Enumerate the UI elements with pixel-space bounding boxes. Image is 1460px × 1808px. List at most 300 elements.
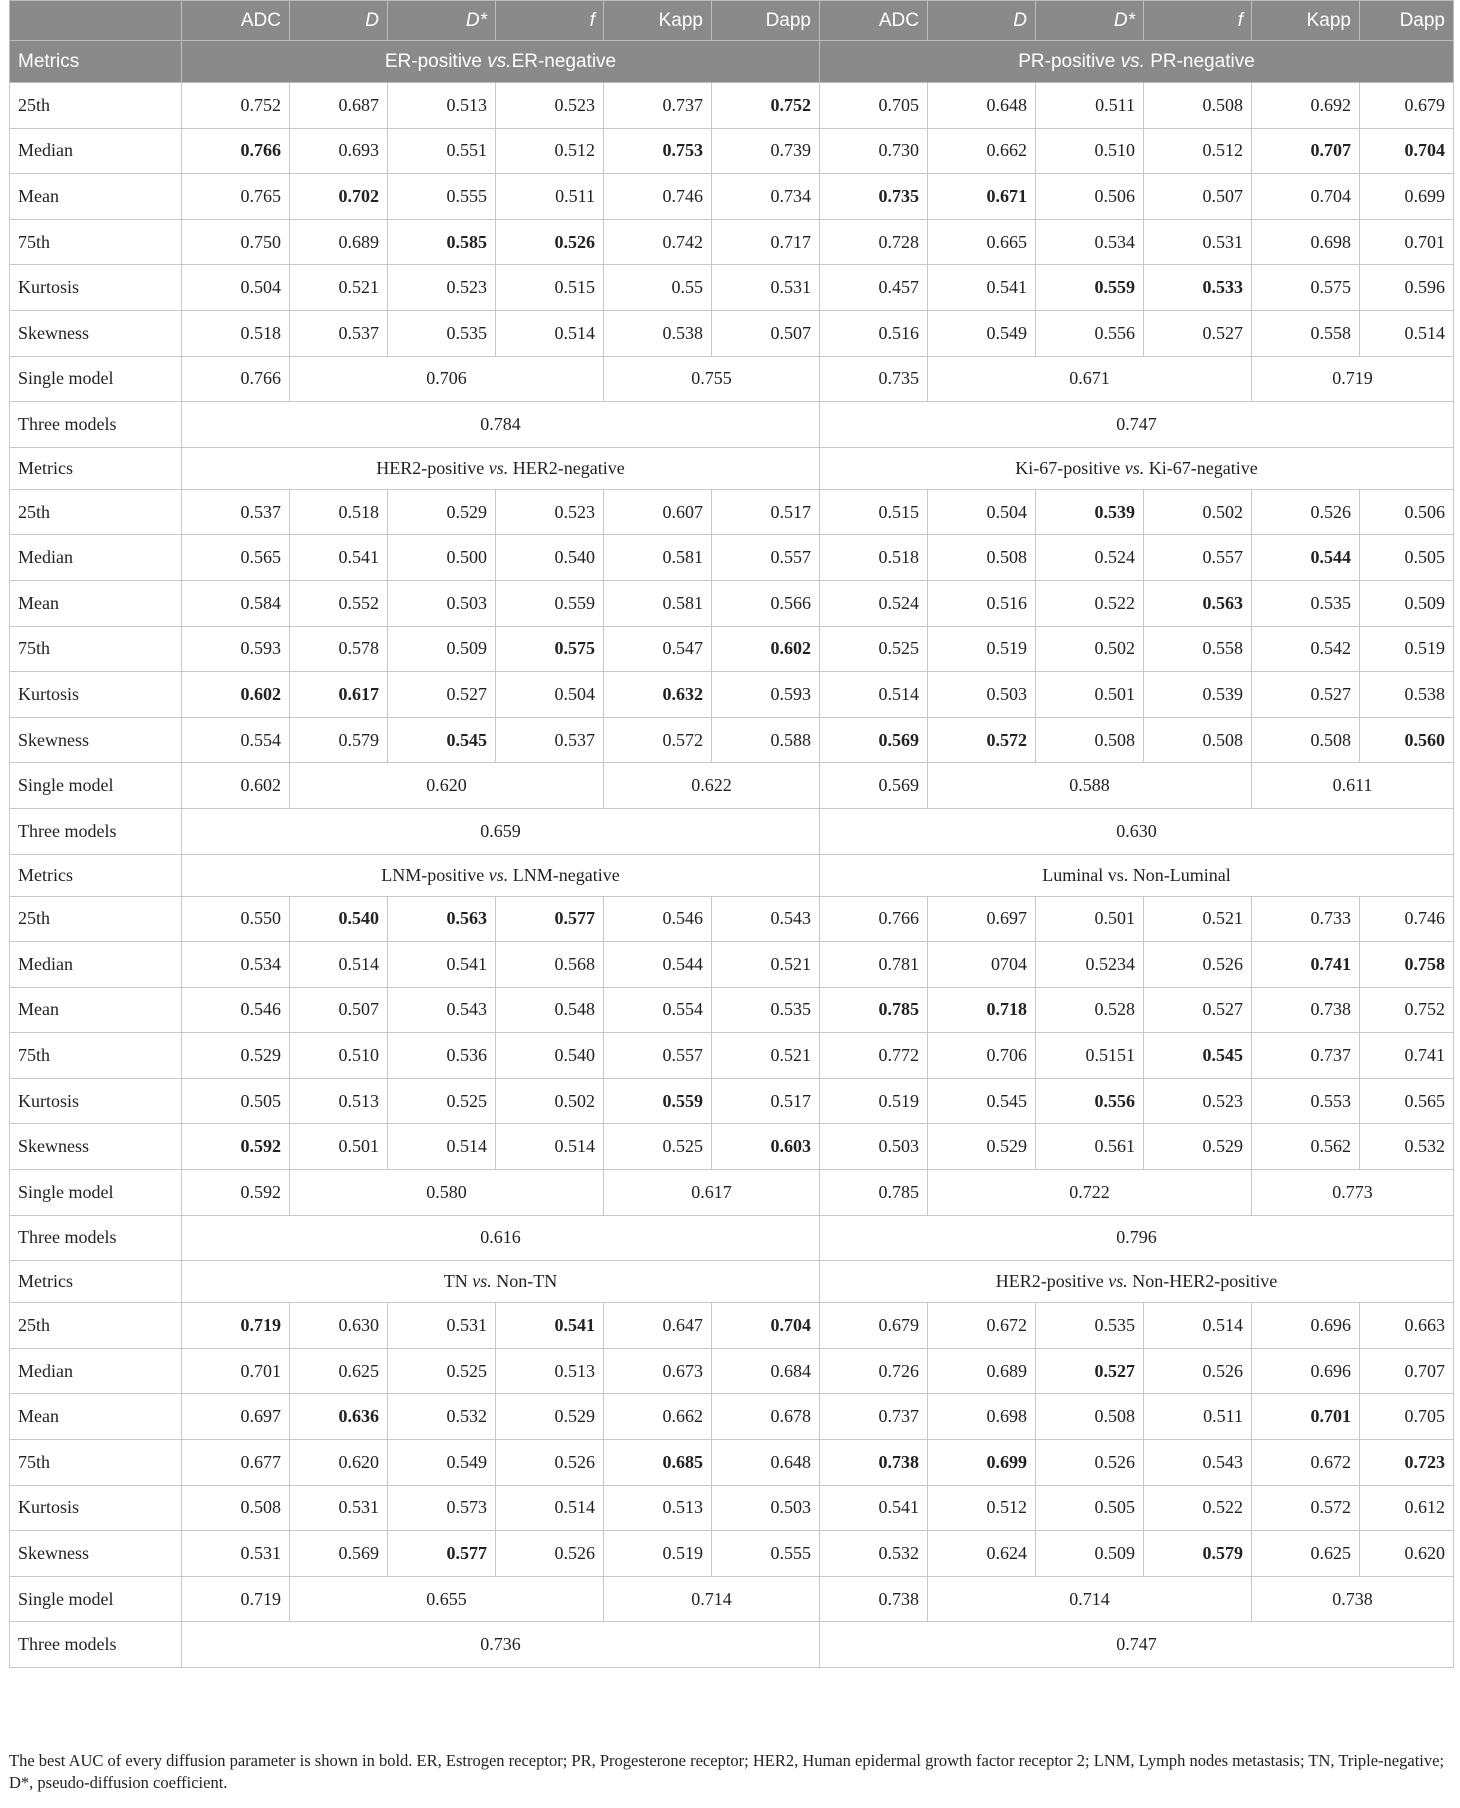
auc-value: 0.697: [928, 896, 1036, 942]
column-header: ADC: [820, 1, 928, 41]
auc-value: 0.547: [604, 626, 712, 672]
metrics-row: [10, 41, 1454, 83]
auc-value: 0.509: [388, 626, 496, 672]
table-row: [10, 489, 1454, 535]
auc-value: 0.512: [1144, 128, 1252, 174]
single-model-value: 0.655: [290, 1576, 604, 1622]
auc-value: 0.511: [1036, 83, 1144, 129]
title-part: TN: [443, 1271, 473, 1292]
auc-value: 0.501: [290, 1124, 388, 1170]
auc-table: [9, 0, 1454, 1668]
row-label: 75th: [10, 1440, 182, 1486]
auc-value: 0.575: [496, 626, 604, 672]
auc-value: 0.521: [712, 942, 820, 988]
metrics-label: Metrics: [10, 41, 182, 83]
auc-value: 0.624: [928, 1531, 1036, 1577]
auc-value: 0.699: [1360, 174, 1454, 220]
auc-value: 0.503: [820, 1124, 928, 1170]
auc-value: 0.525: [388, 1078, 496, 1124]
title-part: ER-positive: [384, 50, 488, 72]
auc-value: 0.672: [928, 1303, 1036, 1349]
row-label: Kurtosis: [10, 265, 182, 311]
title-part: LNM-positive: [381, 864, 489, 885]
table-row: [10, 1124, 1454, 1170]
auc-value: 0.647: [604, 1303, 712, 1349]
table-row: [10, 535, 1454, 581]
single-model-value: 0.738: [820, 1576, 928, 1622]
title-part: Non-Luminal: [1132, 864, 1231, 885]
auc-value: 0.532: [1360, 1124, 1454, 1170]
auc-value: 0.507: [712, 310, 820, 356]
single-model-value: 0.735: [820, 356, 928, 402]
auc-value: 0.554: [604, 987, 712, 1033]
row-label: Kurtosis: [10, 1078, 182, 1124]
auc-value: 0.517: [712, 489, 820, 535]
auc-value: 0.529: [182, 1033, 290, 1079]
auc-value: 0.508: [928, 535, 1036, 581]
auc-value: 0.503: [388, 580, 496, 626]
auc-value: 0.516: [820, 310, 928, 356]
table-row: [10, 128, 1454, 174]
auc-value: 0.555: [712, 1531, 820, 1577]
auc-value: 0.698: [1252, 219, 1360, 265]
auc-value: 0.572: [604, 717, 712, 763]
column-header: f: [1144, 1, 1252, 41]
auc-value: 0.514: [1144, 1303, 1252, 1349]
auc-value: 0.696: [1252, 1348, 1360, 1394]
auc-value: 0.603: [712, 1124, 820, 1170]
auc-value: 0.543: [388, 987, 496, 1033]
auc-value: 0.562: [1252, 1124, 1360, 1170]
auc-value: 0.781: [820, 942, 928, 988]
auc-value: 0.552: [290, 580, 388, 626]
auc-value: 0.560: [1360, 717, 1454, 763]
single-model-row: [10, 1576, 1454, 1622]
single-model-value: 0.706: [290, 356, 604, 402]
column-header: Kapp: [604, 1, 712, 41]
auc-value: 0.679: [820, 1303, 928, 1349]
auc-value: 0.502: [1036, 626, 1144, 672]
auc-value: 0.772: [820, 1033, 928, 1079]
auc-value: 0.522: [1036, 580, 1144, 626]
auc-value: 0.707: [1252, 128, 1360, 174]
table-row: [10, 1303, 1454, 1349]
column-header: D: [928, 1, 1036, 41]
auc-value: 0.518: [182, 310, 290, 356]
auc-value: 0.535: [388, 310, 496, 356]
auc-value: 0.504: [182, 265, 290, 311]
auc-value: 0.538: [1360, 672, 1454, 718]
auc-value: 0.575: [1252, 265, 1360, 311]
auc-value: 0.566: [712, 580, 820, 626]
auc-value: 0.738: [820, 1440, 928, 1486]
auc-value: 0.531: [1144, 219, 1252, 265]
row-label: 25th: [10, 1303, 182, 1349]
auc-value: 0.526: [496, 1440, 604, 1486]
auc-value: 0.556: [1036, 1078, 1144, 1124]
single-model-value: 0.617: [604, 1170, 820, 1216]
auc-value: 0.620: [1360, 1531, 1454, 1577]
title-part: Ki-67-positive: [1015, 457, 1125, 478]
auc-value: 0.541: [388, 942, 496, 988]
auc-value: 0.585: [388, 219, 496, 265]
auc-value: 0.565: [182, 535, 290, 581]
auc-value: 0.513: [388, 83, 496, 129]
auc-value: 0.697: [182, 1394, 290, 1440]
table-row: [10, 219, 1454, 265]
auc-value: 0.540: [290, 896, 388, 942]
auc-value: 0.678: [712, 1394, 820, 1440]
three-models-value: 0.630: [820, 808, 1454, 854]
three-models-value: 0.784: [182, 402, 820, 448]
auc-value: 0.705: [820, 83, 928, 129]
metrics-row: [10, 1261, 1454, 1303]
auc-value: 0.533: [1144, 265, 1252, 311]
row-label: Median: [10, 535, 182, 581]
auc-value: 0.557: [712, 535, 820, 581]
auc-value: 0.523: [1144, 1078, 1252, 1124]
auc-value: 0.684: [712, 1348, 820, 1394]
auc-value: 0.457: [820, 265, 928, 311]
auc-value: 0.535: [1252, 580, 1360, 626]
auc-value: 0.514: [496, 1124, 604, 1170]
auc-value: 0.602: [712, 626, 820, 672]
auc-value: 0.508: [1252, 717, 1360, 763]
title-part: HER2-negative: [512, 457, 625, 478]
single-model-value: 0.620: [290, 763, 604, 809]
auc-value: 0.527: [1036, 1348, 1144, 1394]
single-model-row: [10, 763, 1454, 809]
auc-value: 0.701: [1360, 219, 1454, 265]
auc-value: 0.723: [1360, 1440, 1454, 1486]
auc-value: 0.545: [928, 1078, 1036, 1124]
column-header: D*: [1036, 1, 1144, 41]
auc-value: 0.753: [604, 128, 712, 174]
auc-value: 0.542: [1252, 626, 1360, 672]
auc-value: 0.545: [1144, 1033, 1252, 1079]
single-model-value: 0.722: [928, 1170, 1252, 1216]
auc-value: 0.556: [1036, 310, 1144, 356]
auc-value: 0.572: [1252, 1485, 1360, 1531]
auc-value: 0.577: [496, 896, 604, 942]
title-part: Non-TN: [496, 1271, 558, 1292]
auc-value: 0.514: [820, 672, 928, 718]
row-label: Kurtosis: [10, 672, 182, 718]
auc-value: 0.665: [928, 219, 1036, 265]
auc-value: 0.702: [290, 174, 388, 220]
table-row: [10, 942, 1454, 988]
auc-value: 0.509: [1360, 580, 1454, 626]
auc-value: 0.735: [820, 174, 928, 220]
auc-value: 0.519: [820, 1078, 928, 1124]
auc-value: 0.508: [1036, 717, 1144, 763]
auc-value: 0.663: [1360, 1303, 1454, 1349]
table-row: [10, 1485, 1454, 1531]
auc-value: 0.705: [1360, 1394, 1454, 1440]
auc-value: 0.527: [388, 672, 496, 718]
auc-value: 0.673: [604, 1348, 712, 1394]
table-row: [10, 1394, 1454, 1440]
auc-value: 0.521: [712, 1033, 820, 1079]
row-label: 25th: [10, 489, 182, 535]
auc-value: 0.692: [1252, 83, 1360, 129]
comparison-title: [820, 854, 1454, 896]
auc-value: 0.541: [928, 265, 1036, 311]
auc-value: 0.541: [290, 535, 388, 581]
auc-value: 0.526: [496, 219, 604, 265]
auc-value: 0.505: [182, 1078, 290, 1124]
auc-value: 0.579: [1144, 1531, 1252, 1577]
table-row: [10, 174, 1454, 220]
auc-value: 0.565: [1360, 1078, 1454, 1124]
auc-value: 0.534: [1036, 219, 1144, 265]
table-row: [10, 83, 1454, 129]
auc-value: 0.733: [1252, 896, 1360, 942]
auc-value: 0.766: [182, 128, 290, 174]
three-models-value: 0.659: [182, 808, 820, 854]
auc-value: 0.511: [1144, 1394, 1252, 1440]
auc-value: 0.766: [820, 896, 928, 942]
three-models-value: 0.796: [820, 1215, 1454, 1261]
auc-value: 0.518: [290, 489, 388, 535]
auc-value: 0.689: [290, 219, 388, 265]
auc-value: 0.557: [604, 1033, 712, 1079]
row-label: 25th: [10, 896, 182, 942]
three-models-row: [10, 808, 1454, 854]
auc-value: 0.510: [290, 1033, 388, 1079]
auc-value: 0.579: [290, 717, 388, 763]
auc-value: 0.524: [1036, 535, 1144, 581]
row-label: Skewness: [10, 1531, 182, 1577]
auc-value: 0.512: [928, 1485, 1036, 1531]
auc-value: 0.521: [1144, 896, 1252, 942]
title-part: Ki-67-negative: [1148, 457, 1258, 478]
single-model-value: 0.785: [820, 1170, 928, 1216]
auc-value: 0.704: [1252, 174, 1360, 220]
single-model-value: 0.671: [928, 356, 1252, 402]
auc-value: 0.505: [1036, 1485, 1144, 1531]
auc-value: 0.737: [604, 83, 712, 129]
auc-value: 0.531: [388, 1303, 496, 1349]
auc-value: 0.544: [1252, 535, 1360, 581]
single-model-value: 0.714: [604, 1576, 820, 1622]
auc-value: 0.581: [604, 580, 712, 626]
single-model-value: 0.602: [182, 763, 290, 809]
row-label: Kurtosis: [10, 1485, 182, 1531]
three-models-value: 0.616: [182, 1215, 820, 1261]
auc-value: 0.607: [604, 489, 712, 535]
table-row: [10, 672, 1454, 718]
table-row: [10, 265, 1454, 311]
table-row: [10, 896, 1454, 942]
auc-value: 0.662: [928, 128, 1036, 174]
auc-value: 0.543: [1144, 1440, 1252, 1486]
auc-value: 0.535: [712, 987, 820, 1033]
auc-value: 0.508: [1036, 1394, 1144, 1440]
auc-value: 0.511: [496, 174, 604, 220]
auc-value: 0.535: [1036, 1303, 1144, 1349]
auc-value: 0.677: [182, 1440, 290, 1486]
title-vs: vs.: [1120, 50, 1145, 72]
comparison-title: [182, 854, 820, 896]
title-part: HER2-positive: [376, 457, 489, 478]
row-label: 75th: [10, 1033, 182, 1079]
auc-value: 0.734: [712, 174, 820, 220]
auc-value: 0.507: [290, 987, 388, 1033]
auc-value: 0.55: [604, 265, 712, 311]
auc-value: 0.689: [928, 1348, 1036, 1394]
auc-value: 0.679: [1360, 83, 1454, 129]
auc-value: 0.671: [928, 174, 1036, 220]
auc-value: 0.558: [1144, 626, 1252, 672]
auc-value: 0.737: [820, 1394, 928, 1440]
auc-value: 0.508: [182, 1485, 290, 1531]
auc-value: 0.509: [1036, 1531, 1144, 1577]
auc-value: 0.648: [928, 83, 1036, 129]
table-row: [10, 626, 1454, 672]
single-model-value: 0.714: [928, 1576, 1252, 1622]
auc-value: 0.593: [712, 672, 820, 718]
single-model-value: 0.719: [1252, 356, 1454, 402]
table-row: [10, 1348, 1454, 1394]
auc-value: 0.508: [1144, 83, 1252, 129]
auc-value: 0.539: [1036, 489, 1144, 535]
title-part: PR-positive: [1018, 50, 1121, 72]
row-label: Three models: [10, 808, 182, 854]
auc-value: 0.563: [388, 896, 496, 942]
auc-value: 0.549: [928, 310, 1036, 356]
row-label: Skewness: [10, 717, 182, 763]
table-row: [10, 1033, 1454, 1079]
auc-value: 0.569: [820, 717, 928, 763]
row-label: 25th: [10, 83, 182, 129]
auc-value: 0.521: [290, 265, 388, 311]
auc-value: 0.739: [712, 128, 820, 174]
auc-value: 0.514: [388, 1124, 496, 1170]
auc-value: 0.620: [290, 1440, 388, 1486]
single-model-value: 0.738: [1252, 1576, 1454, 1622]
row-label: Three models: [10, 402, 182, 448]
table-row: [10, 717, 1454, 763]
auc-value: 0.717: [712, 219, 820, 265]
table-row: [10, 310, 1454, 356]
comparison-title: [182, 41, 820, 83]
row-label: Median: [10, 942, 182, 988]
auc-value: 0.557: [1144, 535, 1252, 581]
column-header: ADC: [182, 1, 290, 41]
auc-value: 0.507: [1144, 174, 1252, 220]
comparison-title: [820, 447, 1454, 489]
auc-value: 0.765: [182, 174, 290, 220]
auc-value: 0.522: [1144, 1485, 1252, 1531]
auc-value: 0.529: [388, 489, 496, 535]
comparison-title: [182, 447, 820, 489]
auc-value: 0.502: [496, 1078, 604, 1124]
auc-value: 0.532: [820, 1531, 928, 1577]
auc-value: 0.699: [928, 1440, 1036, 1486]
auc-value: 0.569: [290, 1531, 388, 1577]
auc-value: 0.505: [1360, 535, 1454, 581]
title-part: HER2-positive: [995, 1271, 1109, 1292]
column-header: Dapp: [1360, 1, 1454, 41]
auc-value: 0.503: [712, 1485, 820, 1531]
auc-value: 0.531: [712, 265, 820, 311]
metrics-label: Metrics: [10, 1261, 182, 1303]
row-label: Three models: [10, 1622, 182, 1668]
title-vs: vs.: [1107, 864, 1129, 885]
column-header: Kapp: [1252, 1, 1360, 41]
auc-value: 0.537: [182, 489, 290, 535]
auc-value: 0.513: [290, 1078, 388, 1124]
auc-value: 0.525: [820, 626, 928, 672]
table-row: [10, 580, 1454, 626]
auc-value: 0.617: [290, 672, 388, 718]
auc-value: 0.512: [496, 128, 604, 174]
auc-value: 0.526: [1036, 1440, 1144, 1486]
table-row: [10, 1531, 1454, 1577]
single-model-value: 0.719: [182, 1576, 290, 1622]
auc-value: 0.758: [1360, 942, 1454, 988]
auc-value: 0.513: [496, 1348, 604, 1394]
auc-value: 0.514: [496, 1485, 604, 1531]
auc-value: 0.519: [604, 1531, 712, 1577]
auc-value: 0.513: [604, 1485, 712, 1531]
comparison-title: [820, 41, 1454, 83]
auc-value: 0.503: [928, 672, 1036, 718]
row-label: Median: [10, 128, 182, 174]
row-label: Single model: [10, 763, 182, 809]
auc-value: 0.538: [604, 310, 712, 356]
three-models-value: 0.747: [820, 1622, 1454, 1668]
auc-value: 0.544: [604, 942, 712, 988]
auc-value: 0.508: [1144, 717, 1252, 763]
auc-value: 0.506: [1360, 489, 1454, 535]
row-label: Three models: [10, 1215, 182, 1261]
auc-value: 0.514: [496, 310, 604, 356]
row-label: Median: [10, 1348, 182, 1394]
row-label: Single model: [10, 1576, 182, 1622]
metrics-row: [10, 447, 1454, 489]
single-model-value: 0.588: [928, 763, 1252, 809]
auc-value: 0.737: [1252, 1033, 1360, 1079]
title-vs: vs.: [487, 50, 512, 72]
auc-value: 0.578: [290, 626, 388, 672]
title-part: PR-negative: [1150, 50, 1255, 72]
metrics-label: Metrics: [10, 854, 182, 896]
auc-value: 0.549: [388, 1440, 496, 1486]
auc-value: 0.559: [496, 580, 604, 626]
single-model-value: 0.755: [604, 356, 820, 402]
auc-value: 0.525: [388, 1348, 496, 1394]
metrics-row: [10, 854, 1454, 896]
auc-value: 0.612: [1360, 1485, 1454, 1531]
auc-value: 0.741: [1252, 942, 1360, 988]
auc-value: 0.698: [928, 1394, 1036, 1440]
auc-value: 0.563: [1144, 580, 1252, 626]
auc-value: 0.515: [496, 265, 604, 311]
auc-value: 0.523: [388, 265, 496, 311]
auc-value: 0.526: [1252, 489, 1360, 535]
single-model-value: 0.773: [1252, 1170, 1454, 1216]
auc-value: 0.596: [1360, 265, 1454, 311]
auc-value: 0.730: [820, 128, 928, 174]
auc-value: 0.632: [604, 672, 712, 718]
auc-value: 0.785: [820, 987, 928, 1033]
auc-value: 0.693: [290, 128, 388, 174]
auc-value: 0.5234: [1036, 942, 1144, 988]
title-vs: vs.: [472, 1271, 492, 1292]
auc-value: 0.541: [820, 1485, 928, 1531]
